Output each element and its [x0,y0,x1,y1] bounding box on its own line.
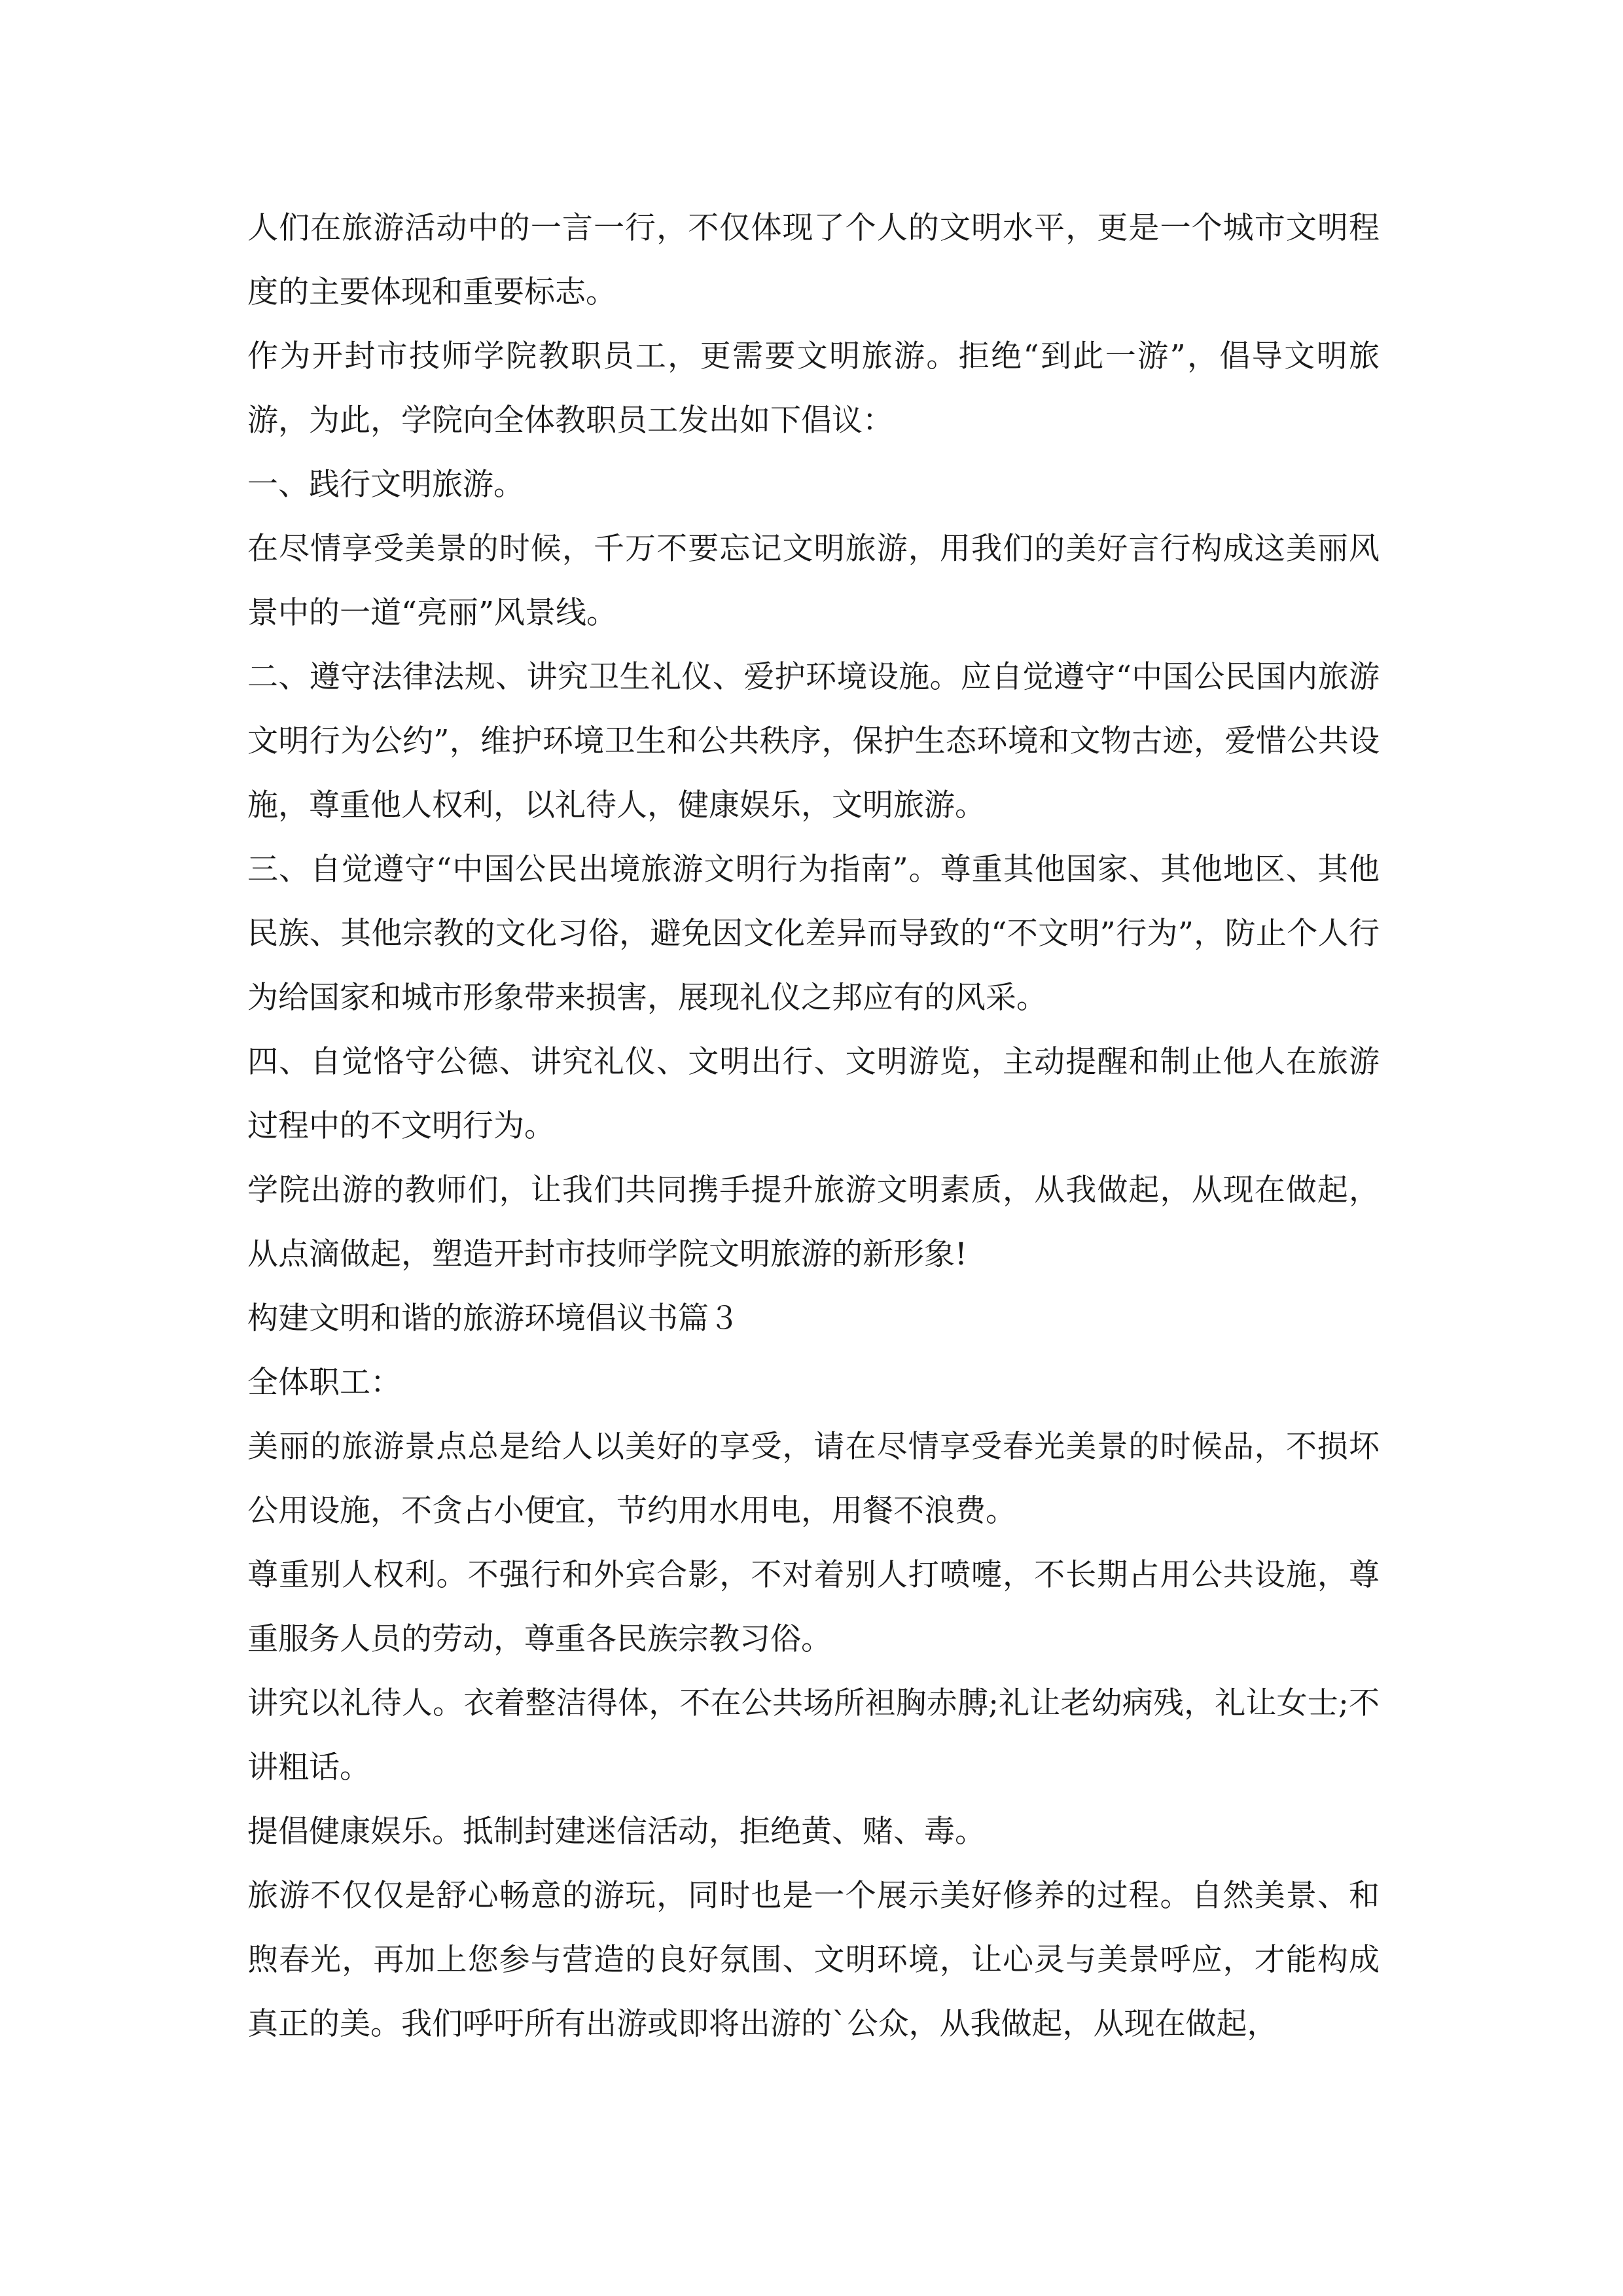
paragraph-11: 美丽的旅游景点总是给人以美好的享受，请在尽情享受春光美景的时候品，不损坏公用设施，不贪占小便宜，节约用水用电，用餐不浪费。 [247,1429,1380,1529]
paragraph-13: 讲究以礼待人。衣着整洁得体，不在公共场所袒胸赤膊;礼让老幼病残，礼让女士;不讲粗话。 [247,1685,1380,1785]
paragraph-15: 旅游不仅仅是舒心畅意的游玩，同时也是一个展示美好修养的过程。自然美景、和煦春光，再加上您参与营造的良好氛围、文明环境，让心灵与美景呼应，才能构成真正的美。我们呼吁所有出游或即将出游的`公众，从我做起，从现在做起， [247,1878,1380,2042]
paragraph-2: 作为开封市技师学院教职员工，更需要文明旅游。拒绝“到此一游”，倡导文明旅游，为此，学院向全体教职员工发出如下倡议： [247,338,1380,439]
salutation: 全体职工： [247,1365,401,1401]
paragraph-12: 尊重别人权利。不强行和外宾合影，不对着别人打喷嚏，不长期占用公共设施，尊重服务人员的劳动，尊重各民族宗教习俗。 [247,1557,1380,1657]
paragraph-8: 学院出游的教师们，让我们共同携手提升旅游文明素质，从我做起，从现在做起，从点滴做起，塑造开封市技师学院文明旅游的新形象! [247,1172,1380,1272]
paragraph-5: 二、遵守法律法规、讲究卫生礼仪、爱护环境设施。应自觉遵守“中国公民国内旅游文明行为公约”，维护环境卫生和公共秩序，保护生态环境和文物古迹，爱惜公共设施，尊重他人权利，以礼待人，健康娱乐，文明旅游。 [247,659,1380,823]
document-body [247,196,1380,2056]
section-title: 构建文明和谐的旅游环境倡议书篇３ [247,1300,740,1336]
paragraph-1: 人们在旅游活动中的一言一行，不仅体现了个人的文明水平，更是一个城市文明程度的主要体现和重要标志。 [247,210,1380,310]
paragraph-6: 三、自觉遵守“中国公民出境旅游文明行为指南”。尊重其他国家、其他地区、其他民族、其他宗教的文化习俗，避免因文化差异而导致的“不文明”行为”，防止个人行为给国家和城市形象带来损害，展现礼仪之邦应有的风采。 [247,852,1380,1016]
paragraph-14: 提倡健康娱乐。抵制封建迷信活动，拒绝黄、赌、毒。 [247,1814,986,1850]
paragraph-4: 在尽情享受美景的时候，千万不要忘记文明旅游，用我们的美好言行构成这美丽风景中的一道“亮丽”风景线。 [247,531,1380,631]
paragraph-7: 四、自觉恪守公德、讲究礼仪、文明出行、文明游览，主动提醒和制止他人在旅游过程中的不文明行为。 [247,1044,1380,1144]
paragraph-3: 一、践行文明旅游。 [247,467,524,503]
